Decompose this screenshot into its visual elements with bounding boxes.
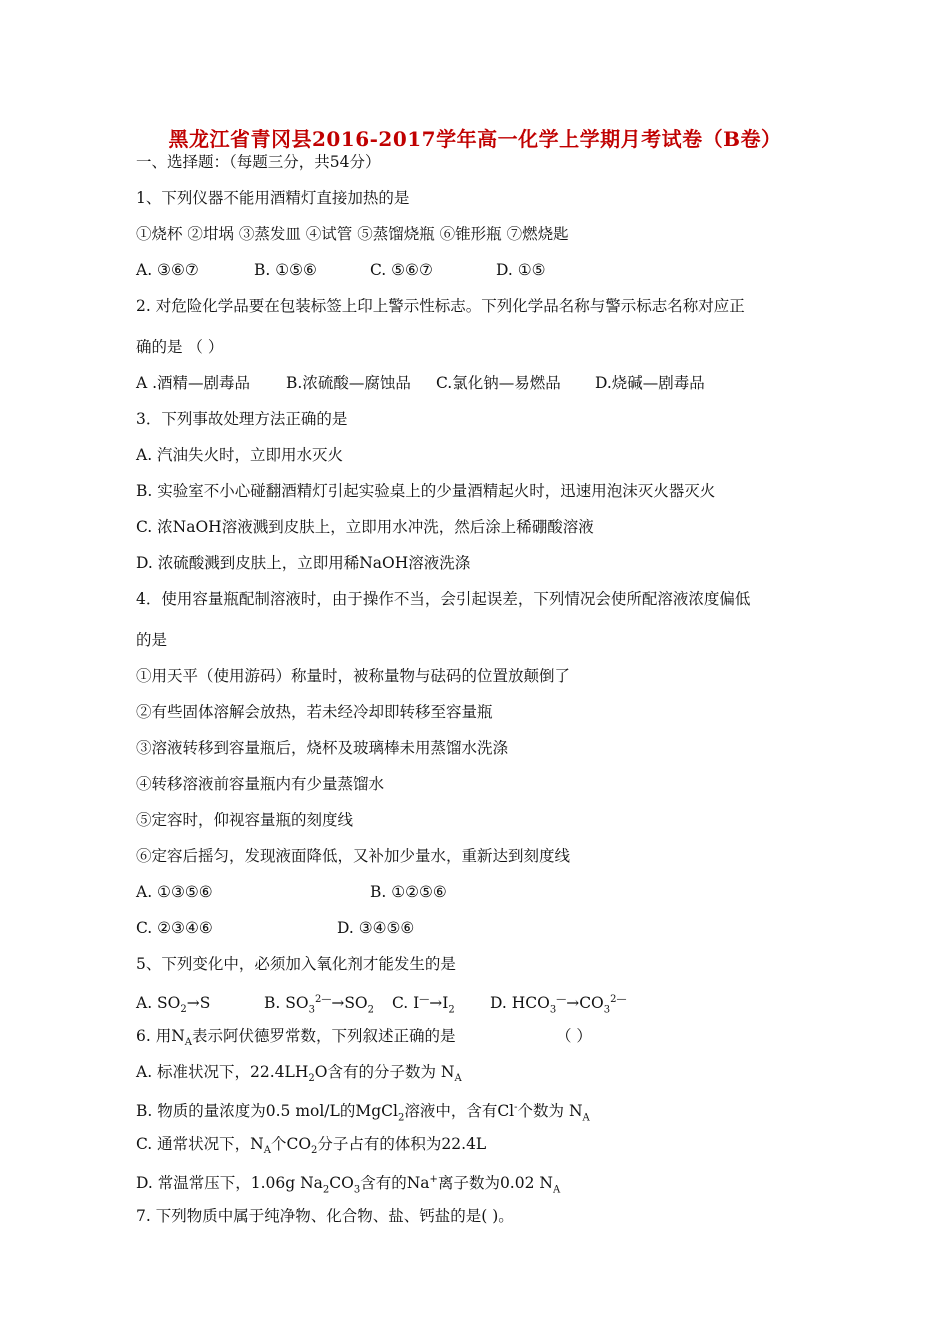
- option-b: B. ①⑤⑥: [254, 261, 317, 279]
- page-title: 黑龙江省青冈县2016-2017学年高一化学上学期月考试卷（B卷）: [168, 127, 782, 151]
- question-4-stem-line2: 的是: [136, 631, 168, 649]
- question-6-option-c: C. 通常状况下，$N_A$个$CO_2$分子占有的体积为22.4L: [136, 1135, 487, 1157]
- question-3-option-a: A. 汽油失火时，立即用水灭火: [136, 446, 344, 464]
- option-d: D. $HCO_3^—\to CO_3^{2—}$: [490, 994, 627, 1016]
- option-a: A. ①③⑤⑥: [136, 883, 213, 901]
- question-4-item-4: ④转移溶液前容量瓶内有少量蒸馏水: [136, 775, 385, 793]
- option-a: A .酒精—剧毒品: [136, 374, 251, 392]
- question-1-options: [136, 260, 546, 280]
- question-3-option-c: C. 浓NaOH溶液溅到皮肤上，立即用水冲洗，然后涂上稀硼酸溶液: [136, 518, 594, 536]
- question-4-options-row1: [136, 882, 447, 902]
- question-4-item-3: ③溶液转移到容量瓶后，烧杯及玻璃棒未用蒸馏水洗涤: [136, 739, 509, 757]
- question-2-options: [136, 373, 705, 393]
- option-c: C. ⑤⑥⑦: [370, 261, 433, 279]
- question-4-item-2: ②有些固体溶解会放热，若未经冷却即转移至容量瓶: [136, 703, 493, 721]
- question-3-option-d: D. 浓硫酸溅到皮肤上，立即用稀NaOH溶液洗涤: [136, 554, 471, 572]
- option-c: C.氯化钠—易燃品: [436, 374, 561, 392]
- question-6-option-d: D. 常温常压下，1.06g $Na_2CO_3$含有的Na+离子数为0.02 $N_A$: [136, 1174, 561, 1196]
- option-d: D. ③④⑤⑥: [337, 919, 415, 937]
- section-heading: 一、选择题：（每题三分，共54分）: [136, 153, 381, 171]
- question-4-stem-line1: 4．使用容量瓶配制溶液时，由于操作不当，会引起误差，下列情况会使所配溶液浓度偏低: [136, 590, 751, 608]
- question-4-item-5: ⑤定容时，仰视容量瓶的刻度线: [136, 811, 354, 829]
- option-b: B.浓硫酸—腐蚀品: [286, 374, 411, 392]
- question-4-item-6: ⑥定容后摇匀，发现液面降低，又补加少量水，重新达到刻度线: [136, 847, 571, 865]
- question-4-item-1: ①用天平（使用游码）称量时，被称量物与砝码的位置放颠倒了: [136, 667, 571, 685]
- option-b: B. ①②⑤⑥: [370, 883, 447, 901]
- question-1-stem: 1、下列仪器不能用酒精灯直接加热的是: [136, 189, 410, 207]
- question-6-stem: 6. 用$N_A$表示阿伏德罗常数，下列叙述正确的是 （ ）: [136, 1027, 592, 1049]
- question-2-stem-line1: 2. 对危险化学品要在包装标签上印上警示性标志。下列化学品名称与警示标志名称对应正: [136, 297, 745, 315]
- question-5-options: [136, 990, 627, 1020]
- option-d: D.烧碱—剧毒品: [595, 374, 705, 392]
- option-d: D. ①⑤: [496, 261, 546, 279]
- option-c: C. ②③④⑥: [136, 919, 213, 937]
- option-b: B. $SO_3^{2—}\to SO_2$: [264, 994, 375, 1016]
- question-5-stem: 5、下列变化中，必须加入氧化剂才能发生的是: [136, 955, 456, 973]
- question-2-stem-line2: 确的是 （ ）: [136, 338, 224, 356]
- question-6-option-a: A. 标准状况下，$22.4LH_2O$含有的分子数为 $N_A$: [136, 1063, 462, 1085]
- question-3-option-b: B. 实验室不小心碰翻酒精灯引起实验桌上的少量酒精起火时，迅速用泡沫灭火器灭火: [136, 482, 716, 500]
- question-1-items: ①烧杯 ②坩埚 ③蒸发皿 ④试管 ⑤蒸馏烧瓶 ⑥锥形瓶 ⑦燃烧匙: [136, 225, 569, 243]
- option-a: A. $SO_2\to S$: [136, 994, 211, 1016]
- option-a: A. ③⑥⑦: [136, 261, 199, 279]
- option-c: C. $I^—\to I_2$: [392, 994, 455, 1016]
- question-7-stem: 7. 下列物质中属于纯净物、化合物、盐、钙盐的是( )。: [136, 1207, 514, 1225]
- question-4-options-row2: [136, 918, 414, 938]
- question-3-stem: 3．下列事故处理方法正确的是: [136, 410, 348, 428]
- question-6-option-b: B. 物质的量浓度为0.5 mol/L的MgCl$_2$溶液中，含有Cl-个数为 $N_A$: [136, 1102, 590, 1124]
